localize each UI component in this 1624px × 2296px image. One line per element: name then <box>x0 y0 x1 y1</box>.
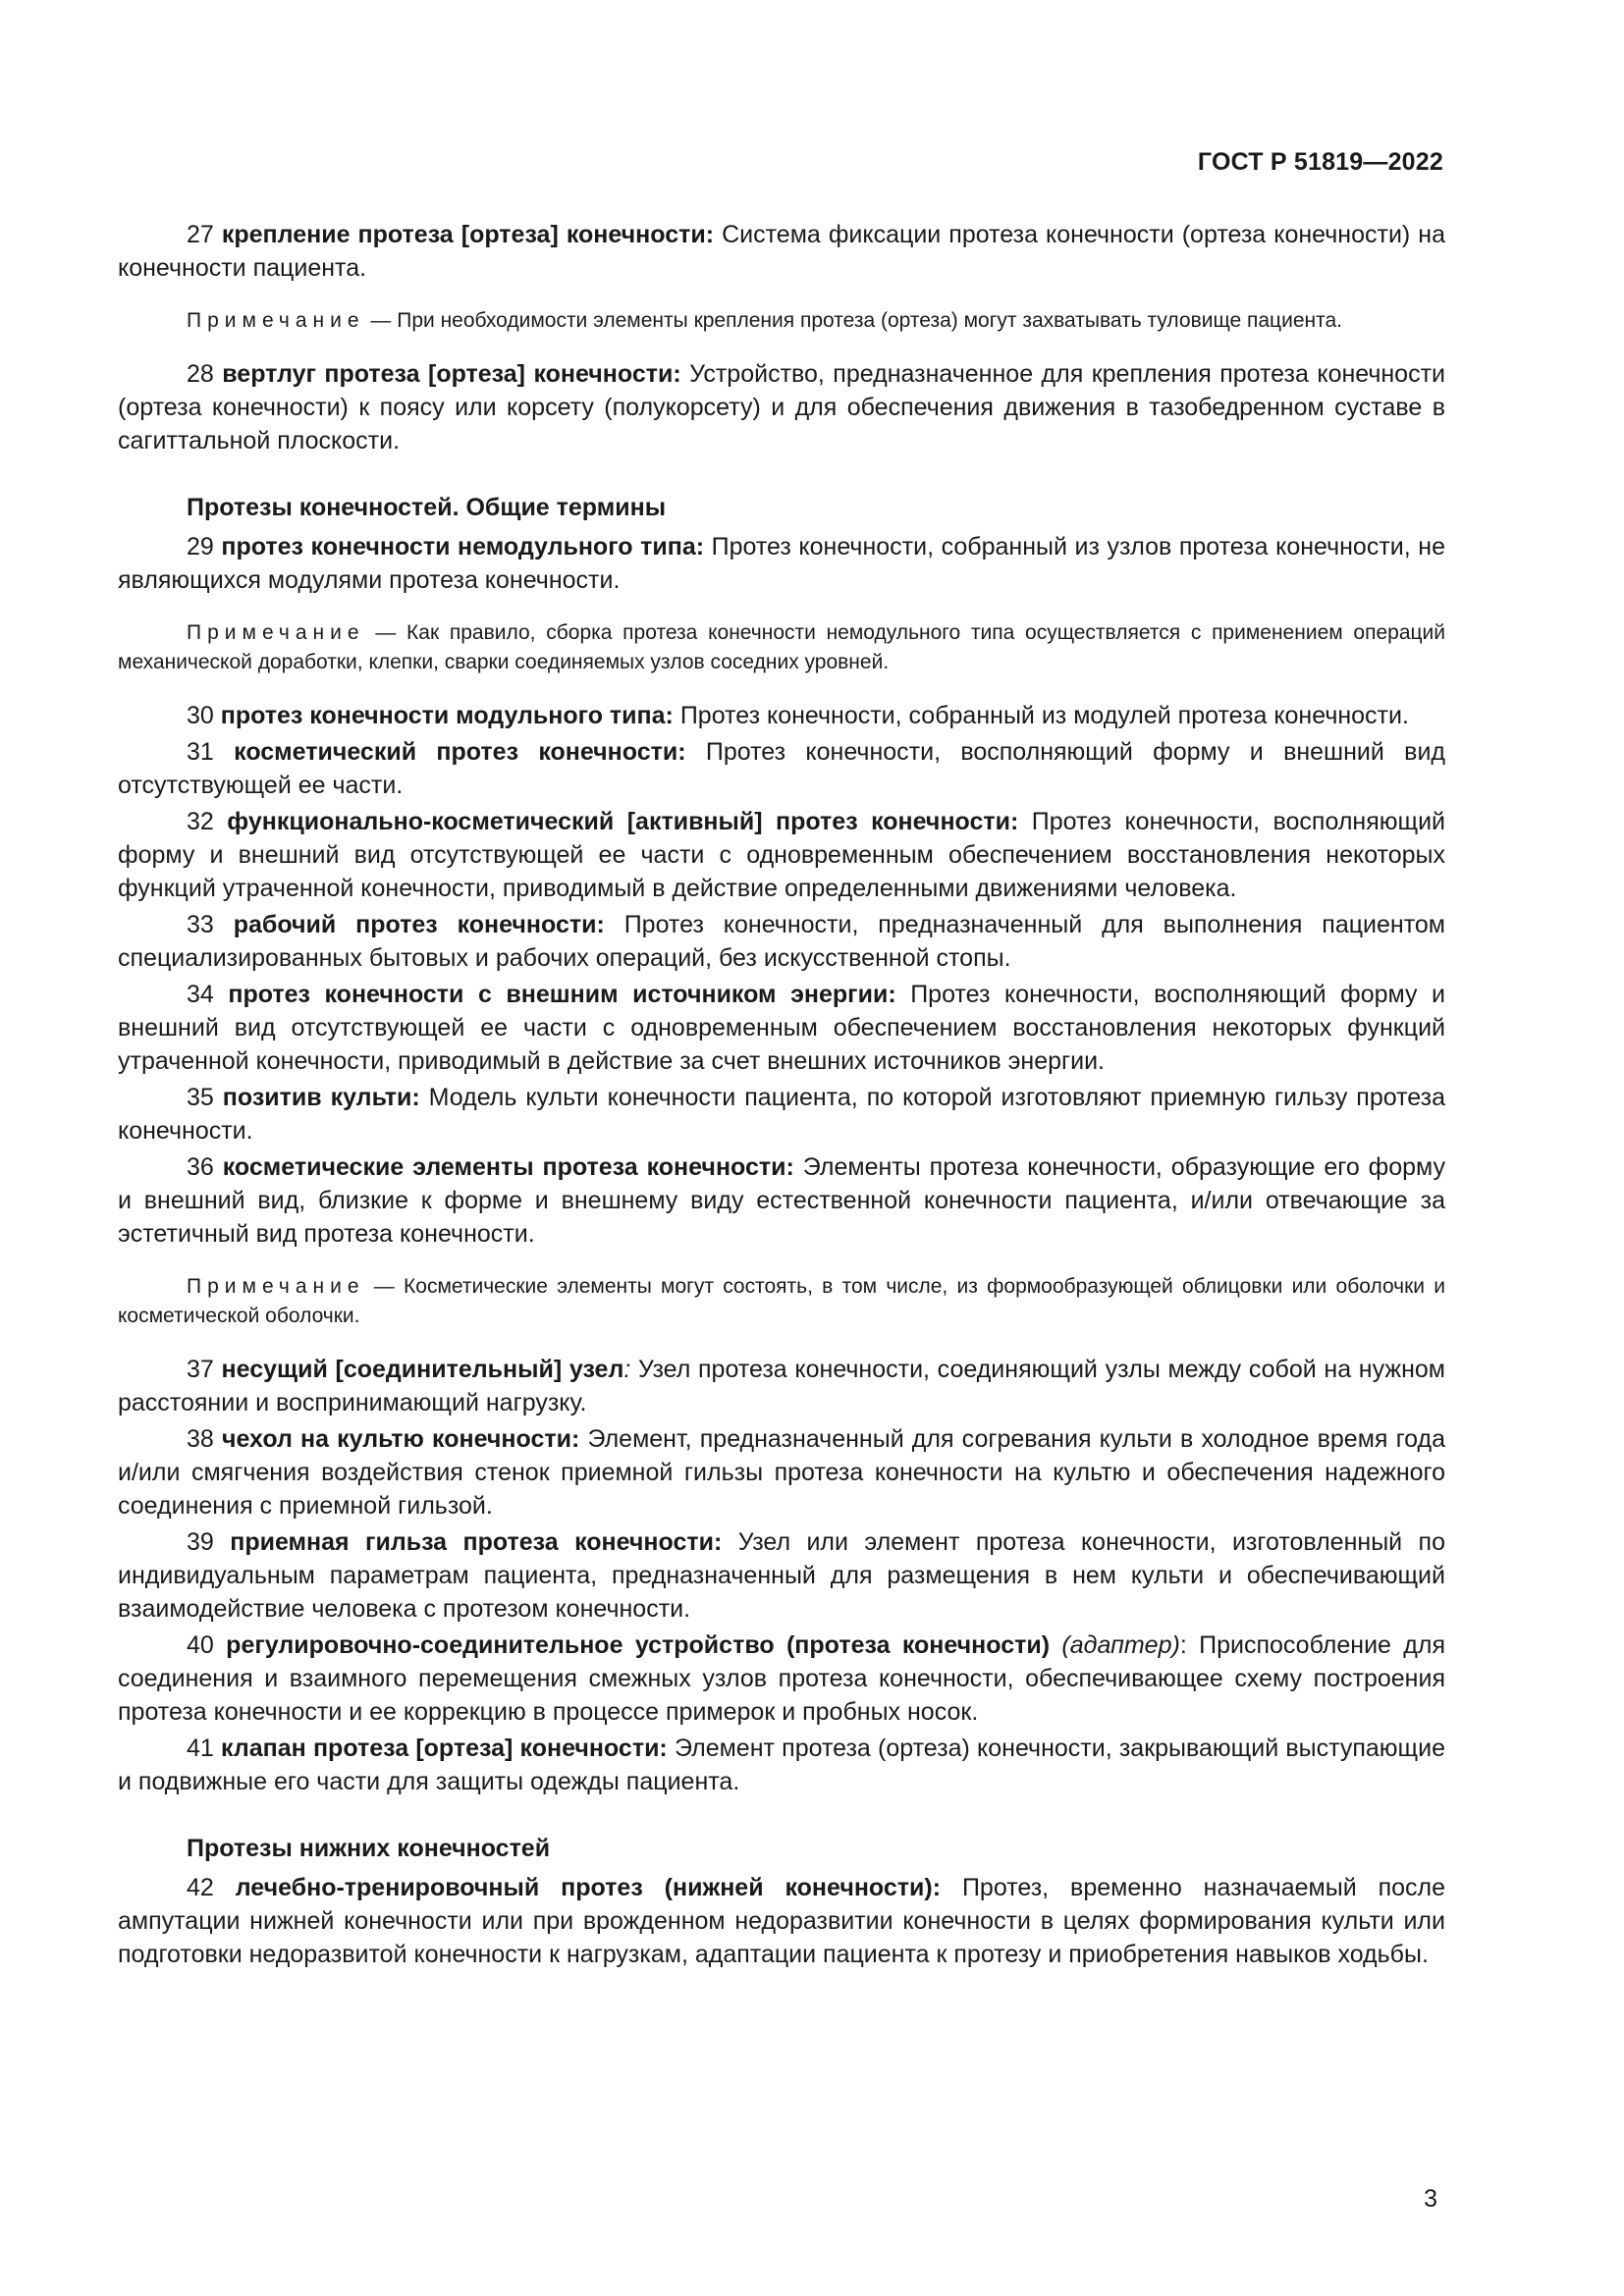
entry-number: 33 <box>187 911 214 938</box>
definition: Элемент протеза (ортеза) конечности, закрывающий выступающие и подвижные его части для защиты одежды пациента. <box>118 1735 1445 1795</box>
section-heading-general: Протезы конечностей. Общие термины <box>187 494 667 521</box>
definition: Система фиксации протеза конечности (ортеза конечности) на конечности пациента. <box>118 221 1445 282</box>
term-entry-32 <box>118 805 1445 905</box>
alternative-term: (адаптер) <box>1061 1631 1180 1659</box>
term-entry-35 <box>118 1081 1445 1148</box>
term-entry-39 <box>118 1525 1445 1626</box>
term: несущий [соединительный] узел <box>221 1356 624 1383</box>
term-entry-36 <box>118 1150 1445 1251</box>
note-29 <box>118 618 1445 677</box>
term-entry-30 <box>118 699 1445 732</box>
definition: Модель культи конечности пациента, по которой изготовляют приемную гильзу протеза конечности. <box>118 1084 1445 1145</box>
entry-number: 38 <box>187 1425 214 1453</box>
definition: Устройство, предназначенное для крепления протеза конечности (ортеза конечности) к поясу или корсету (полукорсету) и для обеспечения движения в тазобедренном суставе в сагиттальной плоскости. <box>118 360 1446 454</box>
entry-number: 34 <box>187 981 214 1008</box>
note-36 <box>118 1272 1445 1331</box>
entry-number: 36 <box>187 1153 214 1181</box>
term: протез конечности с внешним источником энергии: <box>228 981 896 1008</box>
entry-number: 42 <box>187 1874 214 1901</box>
definition: Протез конечности, собранный из узлов протеза конечности, не являющихся модулями протеза конечности. <box>118 533 1445 594</box>
definition: Протез конечности, восполняющий форму и внешний вид отсутствующей ее части с одновременным обеспечением восстановления некоторых функций утраченной конечности, приводимый в действие за счет внешних источников энергии. <box>118 981 1445 1075</box>
section-heading-lower-limbs: Протезы нижних конечностей <box>187 1835 551 1862</box>
term: косметические элементы протеза конечности: <box>222 1153 794 1181</box>
entry-number: 35 <box>187 1084 214 1111</box>
term-entry-31 <box>118 735 1445 802</box>
term: приемная гильза протеза конечности: <box>230 1528 723 1556</box>
term: лечебно-тренировочный протез (нижней конечности): <box>235 1874 942 1901</box>
term-entry-29 <box>118 530 1445 597</box>
entry-number: 37 <box>187 1356 214 1383</box>
note-text: — Косметические элементы могут состоять, в том числе, из формообразующей облицовки или оболочки и косметической оболочки. <box>118 1275 1445 1327</box>
definition: Протез, временно назначаемый после ампутации нижней конечности или при врожденном недоразвитии конечности в целях формирования культи или подготовки недоразвитой конечности к нагрузкам, адаптации пациента к протезу и приобретения навыков ходьбы. <box>118 1874 1446 1968</box>
entry-number: 32 <box>187 808 214 835</box>
note-text: — При необходимости элементы крепления протеза (ортеза) могут захватывать туловище пациента. <box>364 309 1342 332</box>
term: функционально-косметический [активный] протез конечности: <box>227 808 1019 835</box>
term-entry-37 <box>118 1353 1445 1419</box>
term-entry-40 <box>118 1629 1445 1729</box>
term: крепление протеза [ортеза] конечности: <box>221 221 715 248</box>
term-colon: : <box>623 1356 631 1383</box>
definition: : Приспособление для соединения и взаимного перемещения смежных узлов протеза конечности, обеспечивающее схему построения протеза конечности и ее коррекцию в процессе примерок и пробных носок. <box>118 1631 1445 1726</box>
note-label: Примечание <box>187 309 365 332</box>
term: чехол на культю конечности: <box>221 1425 580 1453</box>
note-label: Примечание <box>187 621 365 644</box>
term-entry-33 <box>118 908 1445 975</box>
definition: Протез конечности, собранный из модулей протеза конечности. <box>673 702 1409 729</box>
entry-number: 30 <box>187 702 214 729</box>
term: рабочий протез конечности: <box>233 911 605 938</box>
term: протез конечности модульного типа: <box>220 702 674 729</box>
document-code: ГОСТ Р 51819—2022 <box>1197 148 1443 176</box>
term-entry-42 <box>118 1871 1445 1971</box>
entry-number: 27 <box>187 221 214 248</box>
definition: Протез конечности, восполняющий форму и внешний вид отсутствующей ее части с одновременным обеспечением восстановления некоторых функций утраченной конечности, приводимый в действие определенными движениями человека. <box>118 808 1445 902</box>
term: протез конечности немодульного типа: <box>221 533 705 561</box>
term-entry-41 <box>118 1732 1445 1798</box>
term-entry-27 <box>118 218 1445 285</box>
note-label: Примечание <box>187 1275 365 1298</box>
definition: Протез конечности, предназначенный для выполнения пациентом специализированных бытовых и рабочих операций, без искусственной стопы. <box>118 911 1445 972</box>
entry-number: 41 <box>187 1735 214 1762</box>
term-entry-34 <box>118 978 1445 1078</box>
term: позитив культи: <box>222 1084 420 1111</box>
term: клапан протеза [ортеза] конечности: <box>221 1735 668 1762</box>
definition: Элементы протеза конечности, образующие его форму и внешний вид, близкие к форме и внешнему виду естественной конечности пациента, и/или отвечающие за эстетичный вид протеза конечности. <box>118 1153 1446 1248</box>
term-entry-28 <box>118 357 1445 457</box>
definition: Элемент, предназначенный для согревания культи в холодное время года и/или смягчения воздействия стенок приемной гильзы протеза конечности на культю и обеспечения надежного соединения с приемной гильзой. <box>118 1425 1445 1520</box>
definition: Узел или элемент протеза конечности, изготовленный по индивидуальным параметрам пациента, предназначенный для размещения в нем культи и обеспечивающий взаимодействие человека с протезом конечности. <box>118 1528 1445 1623</box>
entry-number: 31 <box>187 738 214 766</box>
entry-number: 40 <box>187 1631 214 1659</box>
note-27 <box>118 306 1445 336</box>
definition: Протез конечности, восполняющий форму и внешний вид отсутствующей ее части. <box>118 738 1445 799</box>
entry-number: 39 <box>187 1528 214 1556</box>
term: косметический протез конечности: <box>234 738 686 766</box>
term: вертлуг протеза [ортеза] конечности: <box>222 360 681 388</box>
term-entry-38 <box>118 1422 1445 1522</box>
definition: Узел протеза конечности, соединяющий узлы между собой на нужном расстоянии и воспринимающий нагрузку. <box>118 1356 1445 1416</box>
entry-number: 28 <box>187 360 214 388</box>
document-body <box>118 218 1445 1974</box>
entry-number: 29 <box>187 533 214 561</box>
term: регулировочно-соединительное устройство (протеза конечности) <box>226 1631 1051 1659</box>
page-number: 3 <box>1424 2185 1437 2213</box>
note-text: — Как правило, сборка протеза конечности немодульного типа осуществляется с применением операций механической доработки, клепки, сварки соединяемых узлов соседних уровней. <box>118 621 1445 673</box>
